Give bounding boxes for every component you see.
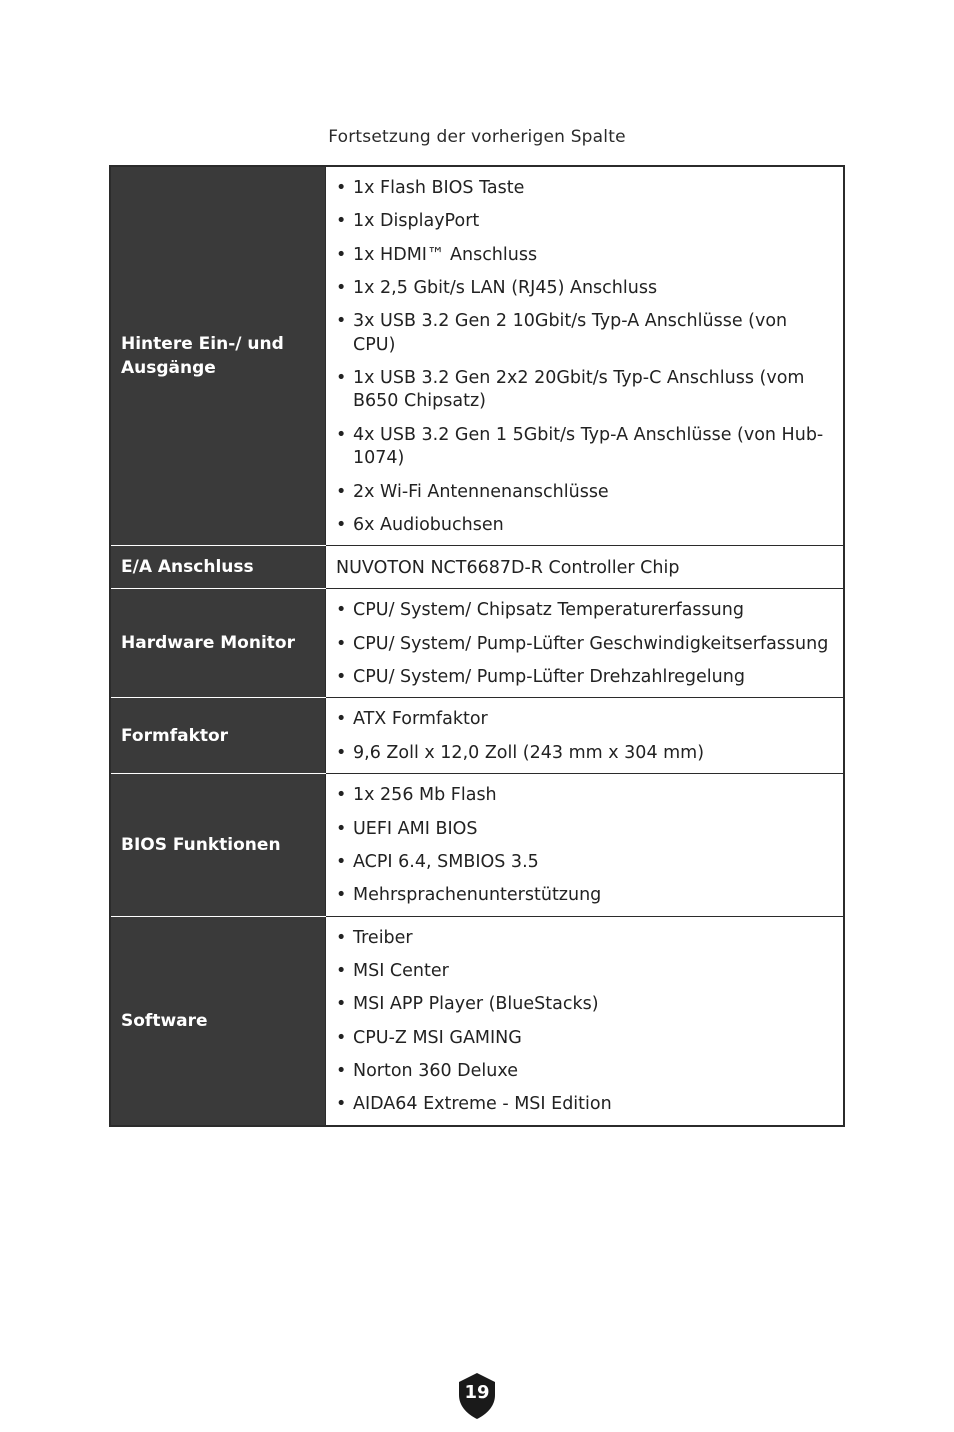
list-item: • Treiber <box>336 927 831 951</box>
spec-list <box>336 784 831 907</box>
spec-list <box>336 927 831 1117</box>
spec-value <box>326 166 845 546</box>
spec-row-bios <box>110 774 844 916</box>
spec-list <box>336 708 831 765</box>
spec-list <box>336 599 831 689</box>
spec-value <box>326 589 845 698</box>
spec-label: Software <box>110 916 326 1125</box>
list-item: • 1x DisplayPort <box>336 210 831 234</box>
list-item: • 1x 256 Mb Flash <box>336 784 831 808</box>
page-number: 19 <box>464 1382 490 1403</box>
spec-value: NUVOTON NCT6687D-R Controller Chip <box>326 546 845 589</box>
spec-value <box>326 774 845 916</box>
spec-row-rear-io <box>110 166 844 546</box>
spec-value <box>326 698 845 774</box>
list-item: • 1x USB 3.2 Gen 2x2 20Gbit/s Typ-C Anschluss (vom B650 Chipsatz) <box>336 367 831 414</box>
spec-label: E/A Anschluss <box>110 546 326 589</box>
spec-label: Hintere Ein-/ und Ausgänge <box>110 166 326 546</box>
list-item: • Mehrsprachenunterstützung <box>336 884 831 908</box>
list-item: • CPU/ System/ Pump-Lüfter Geschwindigkeitserfassung <box>336 633 831 657</box>
list-item: • CPU/ System/ Pump-Lüfter Drehzahlregelung <box>336 666 831 690</box>
list-item: • CPU/ System/ Chipsatz Temperaturerfassung <box>336 599 831 623</box>
list-item: • AIDA64 Extreme - MSI Edition <box>336 1093 831 1117</box>
list-item: • 9,6 Zoll x 12,0 Zoll (243 mm x 304 mm) <box>336 742 831 766</box>
list-item: • 4x USB 3.2 Gen 1 5Gbit/s Typ-A Anschlüsse (von Hub-1074) <box>336 424 831 471</box>
list-item: • 1x 2,5 Gbit/s LAN (RJ45) Anschluss <box>336 277 831 301</box>
spec-value <box>326 916 845 1125</box>
spec-row-form-factor <box>110 698 844 774</box>
spec-table <box>109 165 845 1127</box>
continuation-note: Fortsetzung der vorherigen Spalte <box>328 127 626 147</box>
list-item: • 3x USB 3.2 Gen 2 10Gbit/s Typ-A Anschlüsse (von CPU) <box>336 310 831 357</box>
spec-label: Formfaktor <box>110 698 326 774</box>
list-item: • UEFI AMI BIOS <box>336 818 831 842</box>
page-badge <box>457 1372 497 1420</box>
spec-row-software <box>110 916 844 1125</box>
list-item: • MSI APP Player (BlueStacks) <box>336 993 831 1017</box>
spec-list <box>336 177 831 537</box>
list-item: • ATX Formfaktor <box>336 708 831 732</box>
spec-row-io-controller <box>110 546 844 589</box>
list-item: • ACPI 6.4, SMBIOS 3.5 <box>336 851 831 875</box>
list-item: • MSI Center <box>336 960 831 984</box>
list-item: • CPU-Z MSI GAMING <box>336 1027 831 1051</box>
list-item: • 1x HDMI™ Anschluss <box>336 244 831 268</box>
list-item: • 6x Audiobuchsen <box>336 514 831 538</box>
spec-label: Hardware Monitor <box>110 589 326 698</box>
spec-label: BIOS Funktionen <box>110 774 326 916</box>
spec-row-hardware-monitor <box>110 589 844 698</box>
list-item: • 1x Flash BIOS Taste <box>336 177 831 201</box>
list-item: • 2x Wi-Fi Antennenanschlüsse <box>336 481 831 505</box>
list-item: • Norton 360 Deluxe <box>336 1060 831 1084</box>
